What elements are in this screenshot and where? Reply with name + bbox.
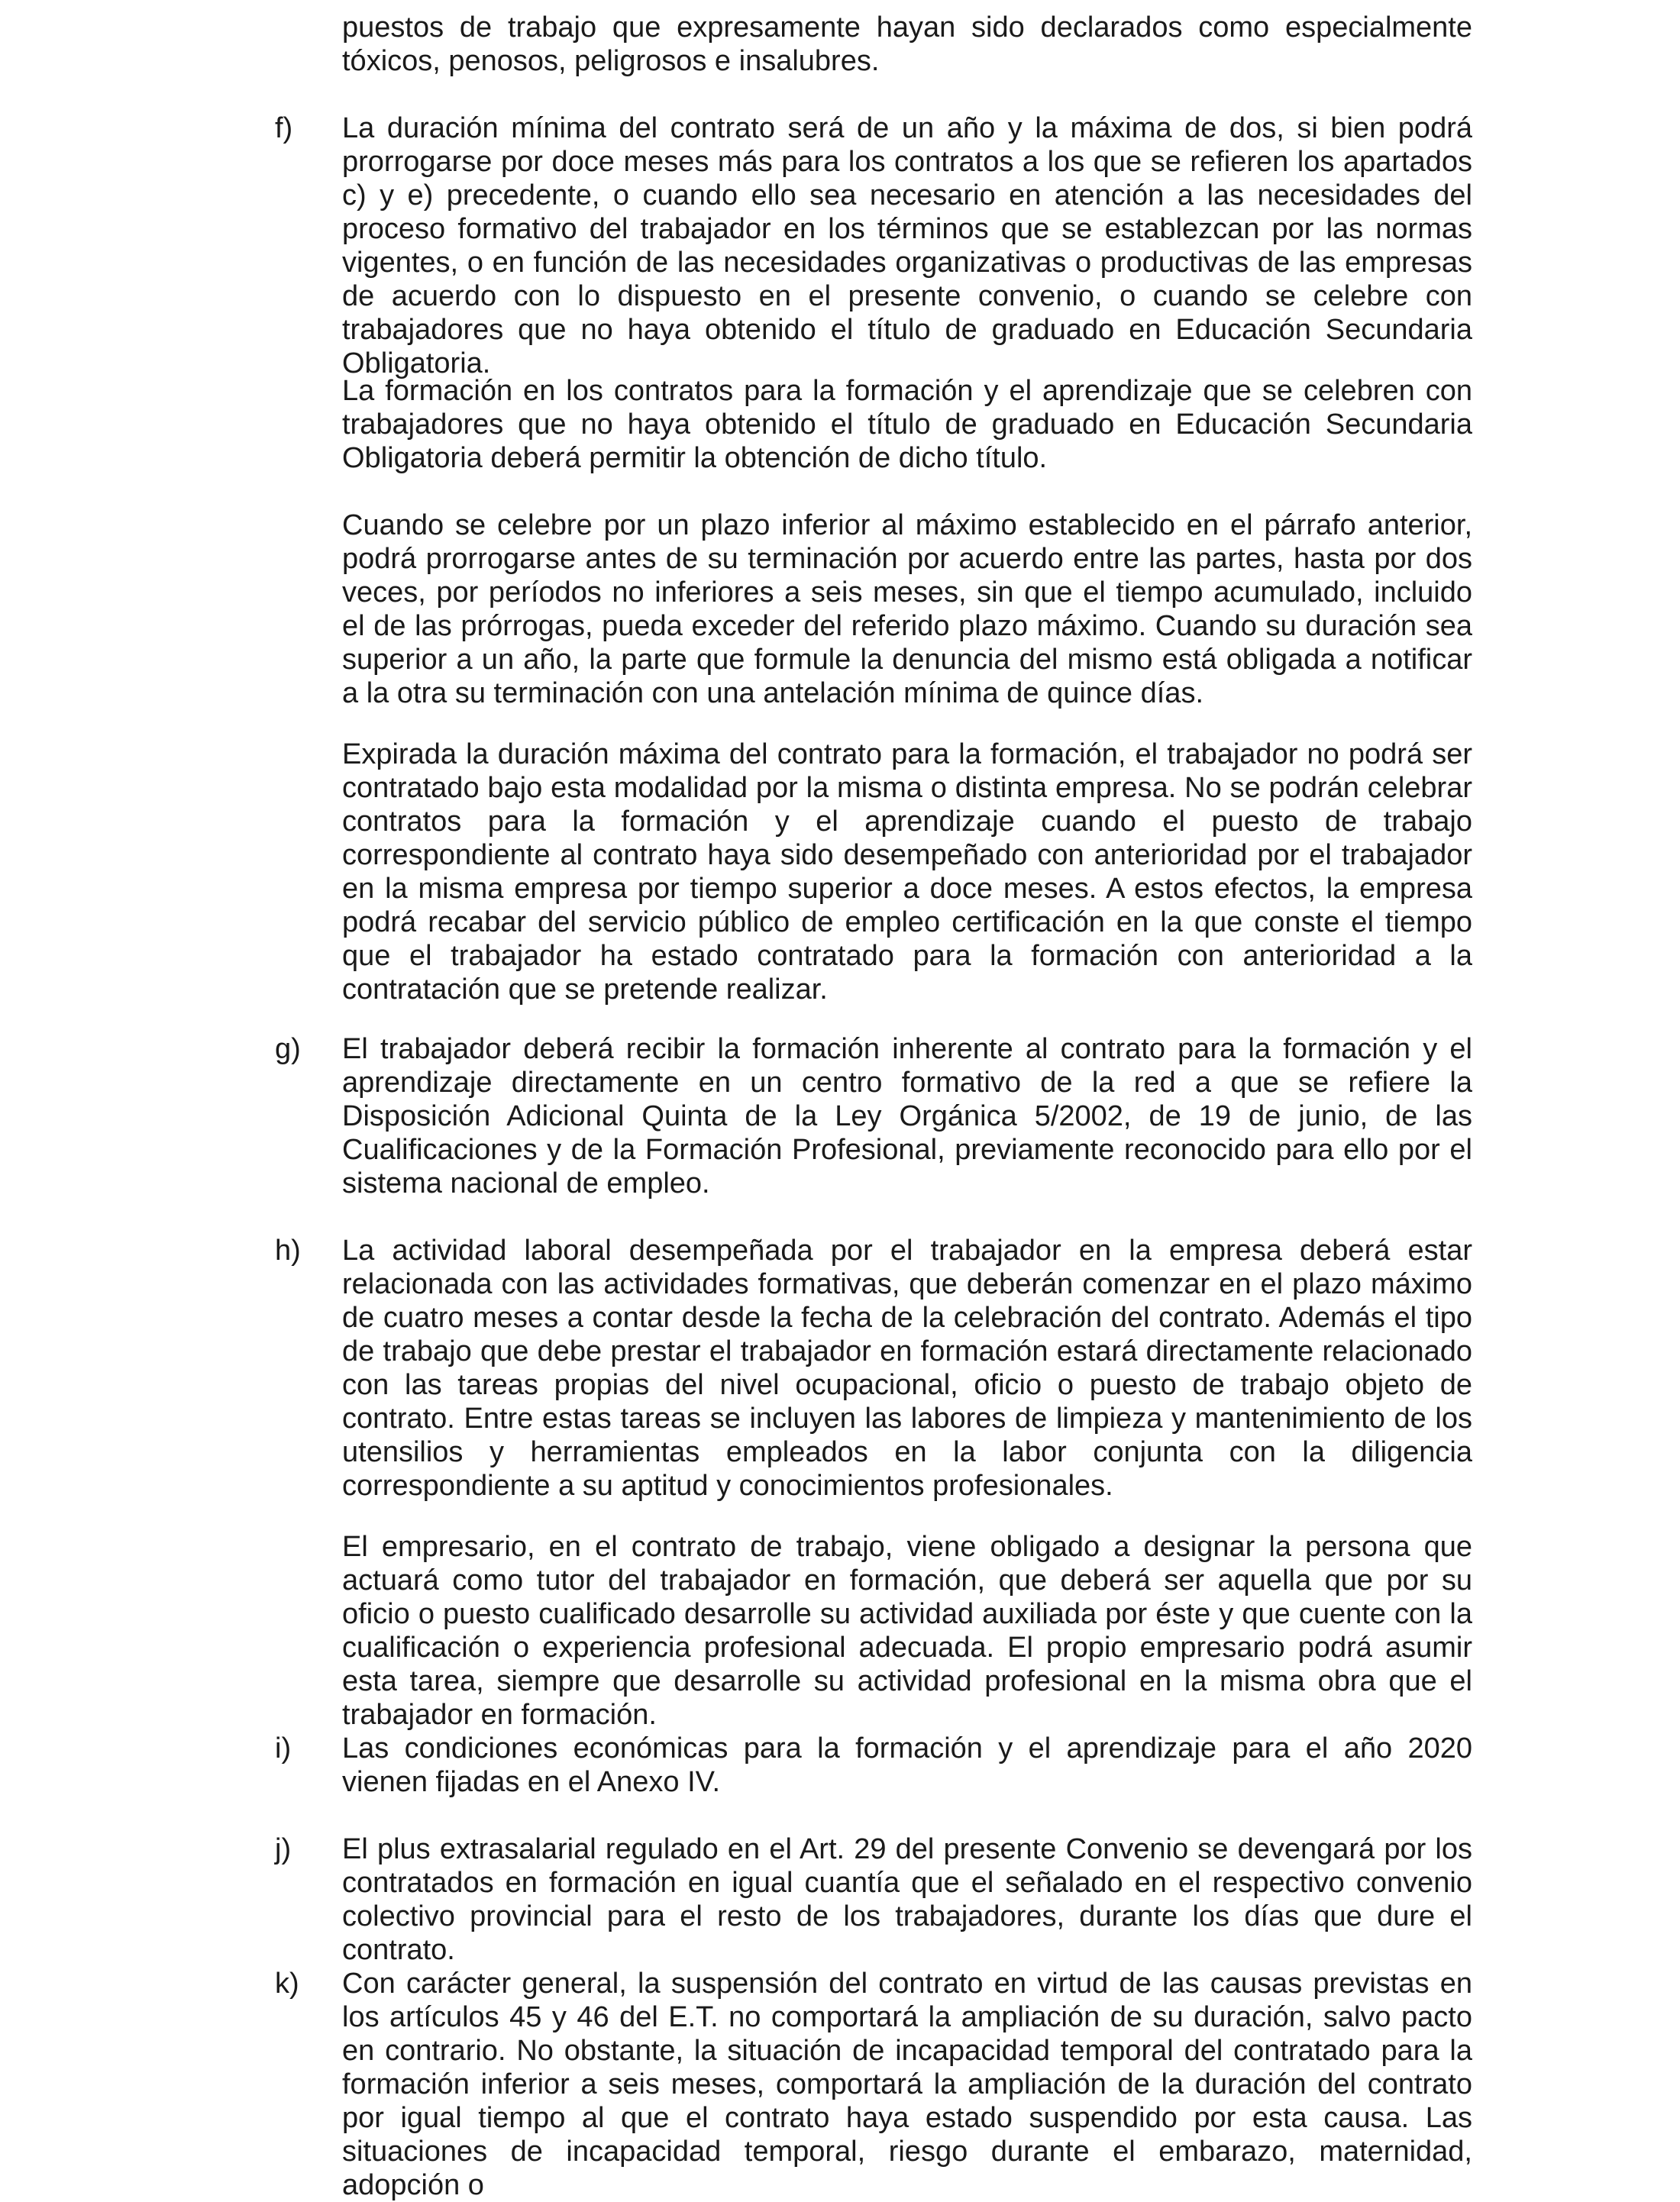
paragraph: La formación en los contratos para la formación y el aprendizaje que se celebren con trabajadores que no haya obtenido el título de graduado en Educación Secundaria Obligatoria deberá permitir la obtención de dicho título. — [342, 375, 1472, 474]
paragraph: Cuando se celebre por un plazo inferior al máximo establecido en el párrafo anterior, podrá prorrogarse antes de su terminación por acuerdo entre las partes, hasta por dos veces, por períodos no inferiores a seis meses, sin que el tiempo acumulado, incluido el de las prórrogas, pueda exceder del referido plazo máximo. Cuando su duración sea superior a un año, la parte que formule la denuncia del mismo está obligada a notificar a la otra su terminación con una antelación mínima de quince días. — [342, 509, 1472, 709]
paragraph: puestos de trabajo que expresamente hayan sido declarados como especialmente tóxicos, penosos, peligrosos e insalubres. — [342, 11, 1472, 77]
paragraph: El empresario, en el contrato de trabajo, viene obligado a designar la persona que actuará como tutor del trabajador en formación, que deberá ser aquella que por su oficio o puesto cualificado desarrolle su actividad auxiliada por éste y que cuente con la cualificación o experiencia profesional adecuada. El propio empresario podrá asumir esta tarea, siempre que desarrolle su actividad profesional en la misma obra que el trabajador en formación. — [342, 1531, 1472, 1731]
paragraph: El trabajador deberá recibir la formación inherente al contrato para la formación y el aprendizaje directamente en un centro formativo de la red a que se refiere la Disposición Adicional Quinta de la Ley Orgánica 5/2002, de 19 de junio, de las Cualificaciones y de la Formación Profesional, previamente reconocido para ello por el sistema nacional de empleo. — [342, 1033, 1472, 1199]
item-marker: f) — [275, 112, 293, 144]
paragraph: Expirada la duración máxima del contrato para la formación, el trabajador no podrá ser contratado bajo esta modalidad por la misma o distinta empresa. No se podrán celebrar contratos para la formación y el aprendizaje cuando el puesto de trabajo correspondiente al contrato haya sido desempeñado con anterioridad por el trabajador en la misma empresa por tiempo superior a doce meses. A estos efectos, la empresa podrá recabar del servicio público de empleo certificación en la que conste el tiempo que el trabajador ha estado contratado para la formación con anterioridad a la contratación que se pretende realizar. — [342, 738, 1472, 1006]
item-marker: j) — [275, 1833, 292, 1865]
paragraph: La actividad laboral desempeñada por el trabajador en la empresa deberá estar relacionada con las actividades formativas, que deberán comenzar en el plazo máximo de cuatro meses a contar desde la fecha de la celebración del contrato. Además el tipo de trabajo que debe prestar el trabajador en formación estará directamente relacionado con las tareas propias del nivel ocupacional, oficio o puesto de trabajo objeto de contrato. Entre estas tareas se incluyen las labores de limpieza y mantenimiento de los utensilios y herramientas empleados en la labor conjunta con la diligencia correspondiente a su aptitud y conocimientos profesionales. — [342, 1235, 1472, 1502]
item-marker: k) — [275, 1968, 299, 2000]
paragraph: El plus extrasalarial regulado en el Art. 29 del presente Convenio se devengará por los contratados en formación en igual cuantía que el señalado en el respectivo convenio colectivo provincial para el resto de los trabajadores, durante los días que dure el contrato. — [342, 1833, 1472, 1966]
paragraph: Las condiciones económicas para la formación y el aprendizaje para el año 2020 vienen fijadas en el Anexo IV. — [342, 1732, 1472, 1798]
item-marker: g) — [275, 1033, 301, 1065]
item-marker: i) — [275, 1732, 292, 1765]
paragraph: Con carácter general, la suspensión del contrato en virtud de las causas previstas en los artículos 45 y 46 del E.T. no comportará la ampliación de su duración, salvo pacto en contrario. No obstante, la situación de incapacidad temporal del contratado para la formación inferior a seis meses, comportará la ampliación de la duración del contrato por igual tiempo al que el contrato haya estado suspendido por esta causa. Las situaciones de incapacidad temporal, riesgo durante el embarazo, maternidad, adopción o — [342, 1968, 1472, 2201]
paragraph: La duración mínima del contrato será de un año y la máxima de dos, si bien podrá prorrogarse por doce meses más para los contratos a los que se refieren los apartados c) y e) precedente, o cuando ello sea necesario en atención a las necesidades del proceso formativo del trabajador en los términos que se establezcan por las normas vigentes, o en función de las necesidades organizativas o productivas de las empresas de acuerdo con lo dispuesto en el presente convenio, o cuando se celebre con trabajadores que no haya obtenido el título de graduado en Educación Secundaria Obligatoria. — [342, 112, 1472, 379]
item-marker: h) — [275, 1235, 301, 1267]
